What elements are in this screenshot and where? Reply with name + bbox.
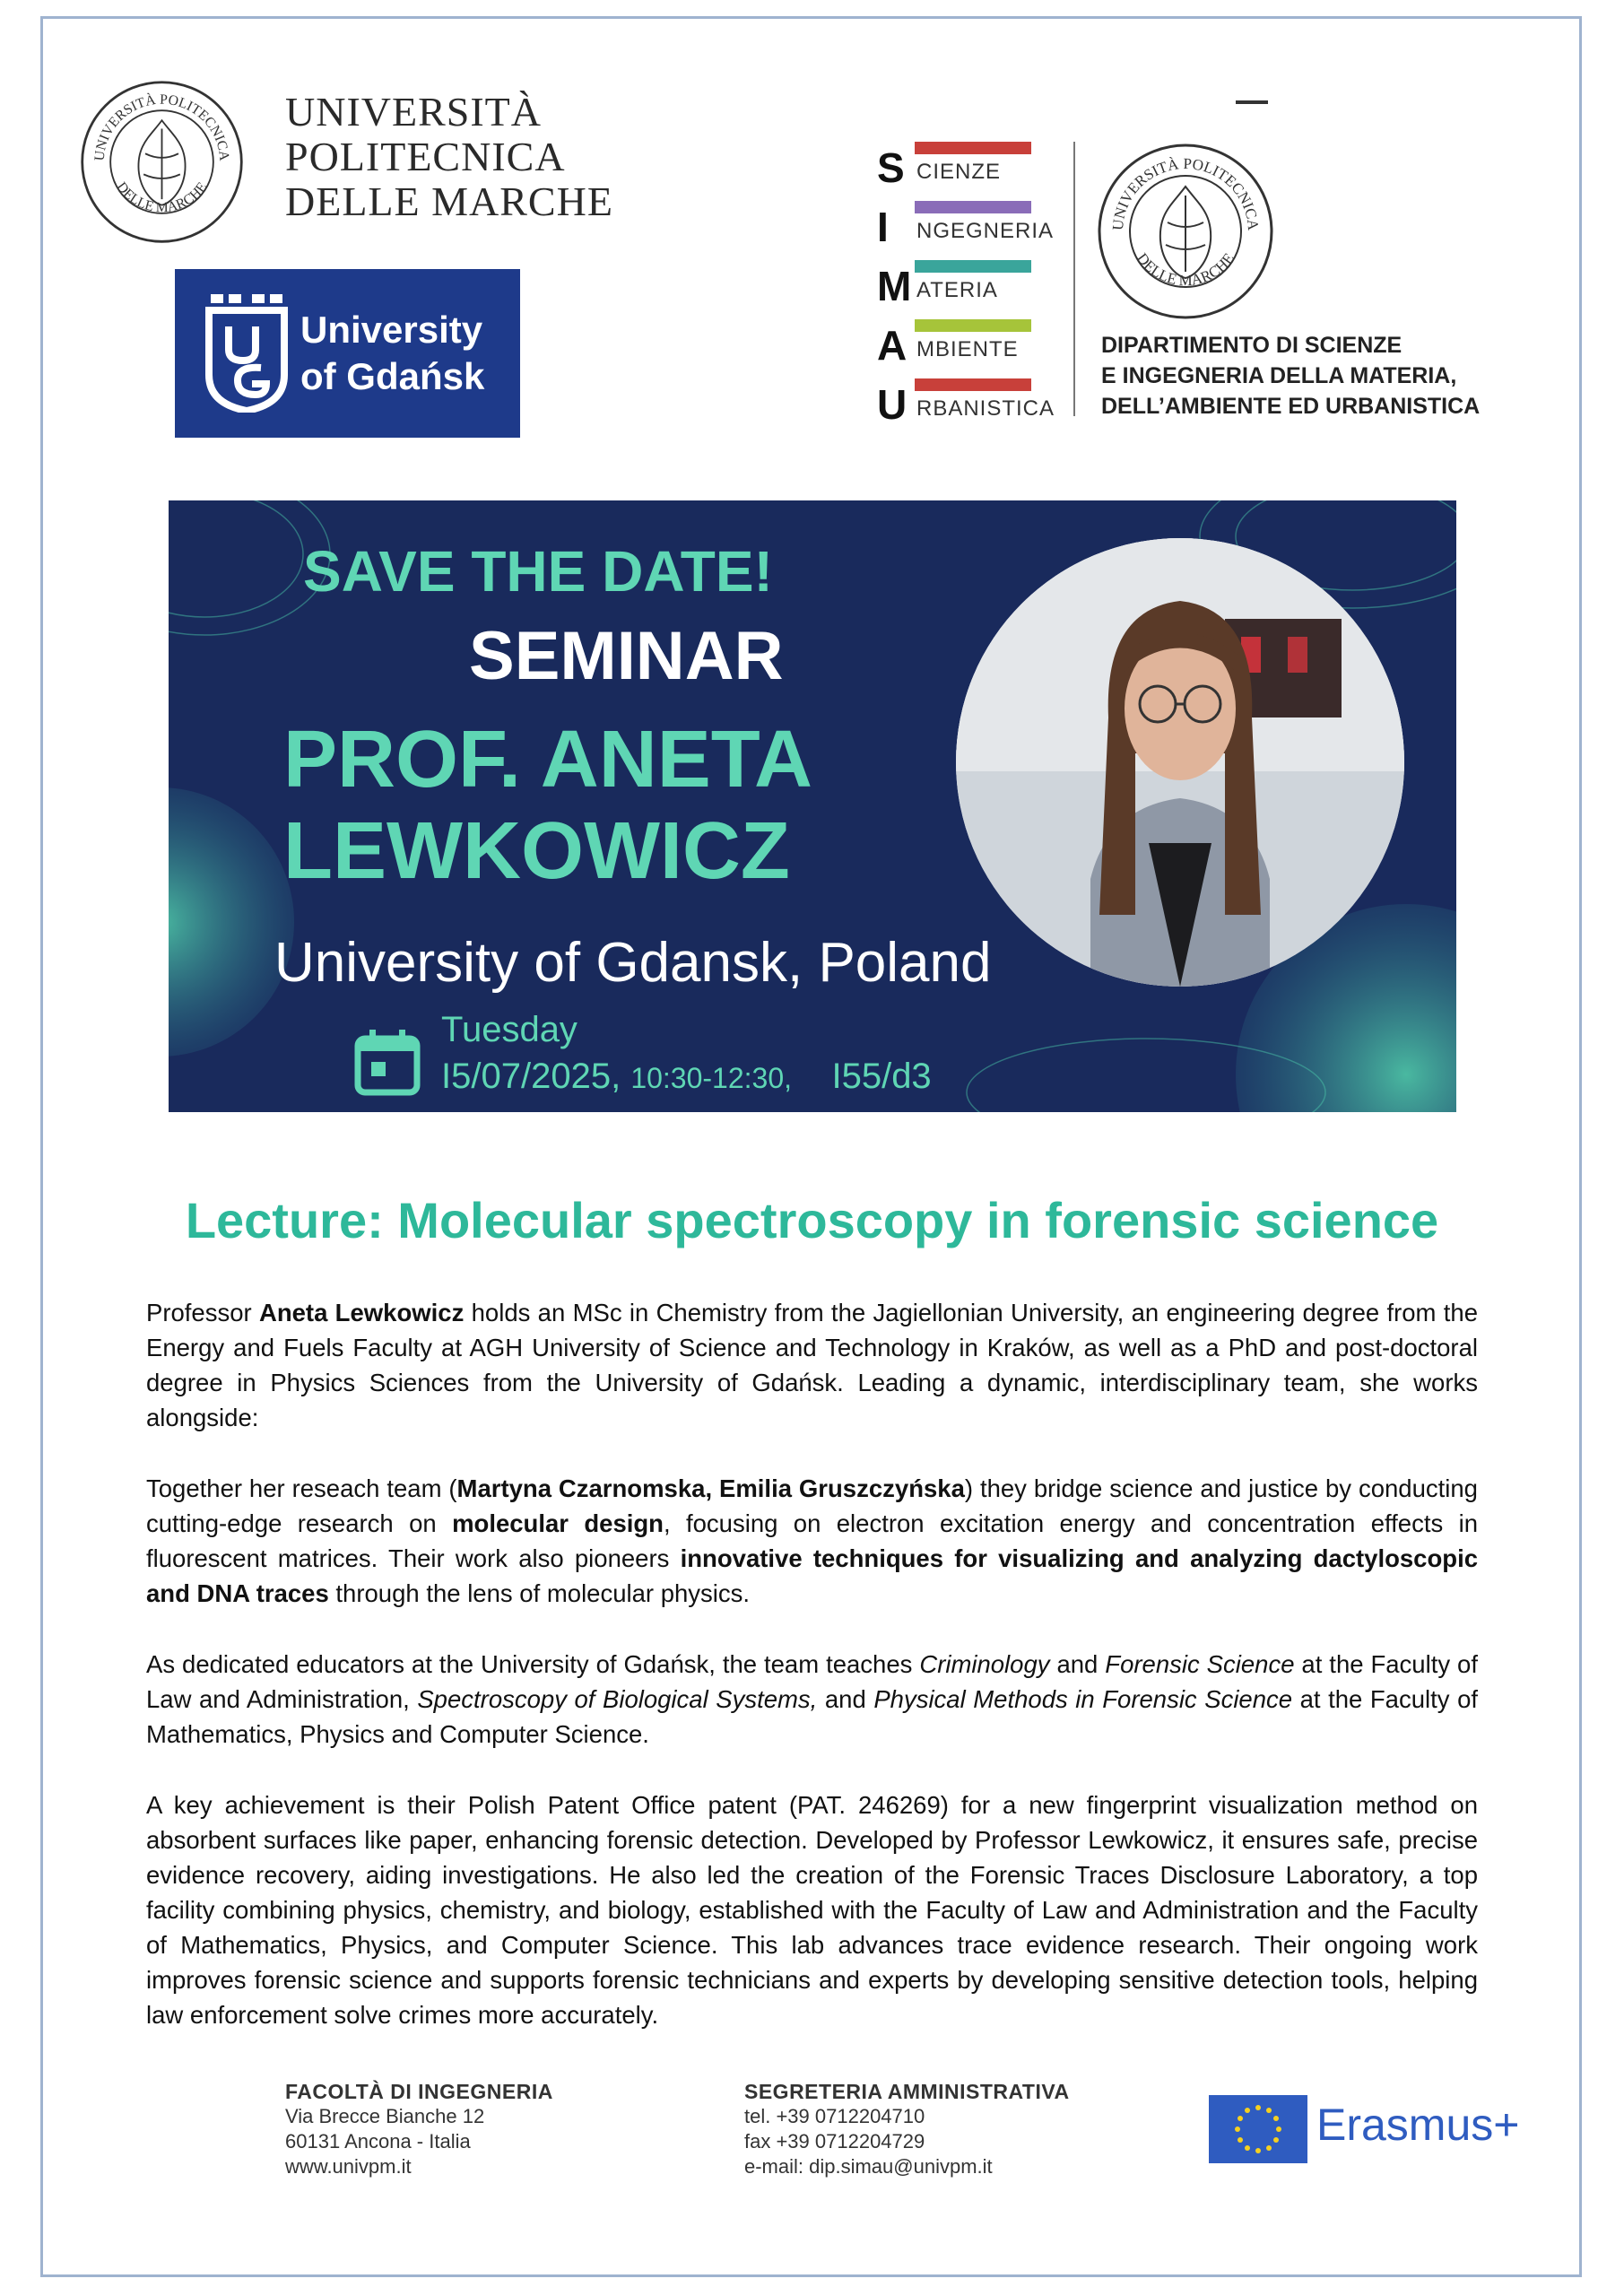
gdansk-logo-line2: of Gdańsk (300, 355, 485, 397)
footer-phone: tel. +39 0712204710 (744, 2105, 925, 2127)
event-time: 10:30-12:30, (630, 1062, 793, 1094)
simau-letter: U (877, 381, 908, 428)
gdansk-logo (175, 269, 520, 438)
univpm-seal-logo (79, 79, 245, 245)
gdansk-logo-line1: University (300, 309, 483, 351)
simau-color-bar (915, 142, 1031, 154)
p3-italic: Forensic Science (1105, 1650, 1295, 1678)
footer-address-line: Via Brecce Bianche 12 (285, 2105, 485, 2127)
bio-paragraph (146, 1295, 1478, 1435)
simau-dash (1236, 100, 1268, 104)
p3-italic: Spectroscopy of Biological Systems, (417, 1685, 818, 1713)
simau-row-a (877, 319, 1056, 369)
p2-bold: Martyna Czarnomska, Emilia Gruszczyńska (456, 1474, 965, 1502)
univpm-name-line: DELLE MARCHE (285, 178, 613, 224)
seal-bottom-text: DELLE MARCHE (1133, 249, 1238, 290)
univpm-name (285, 90, 613, 224)
p3-text: at the Faculty of Mathematics, Physics and Computer Science. (146, 1685, 1479, 1748)
p2-text: , focusing on electron excitation energy and concentration effects in fluorescent matrices. Their work also pioneers (146, 1509, 1479, 1572)
p3-italic: Criminology (919, 1650, 1050, 1678)
simau-color-bar (915, 260, 1031, 273)
calendar-icon (353, 1028, 421, 1096)
event-day: Tuesday (441, 1010, 578, 1049)
teaching-paragraph (146, 1647, 1478, 1752)
seminar-banner (169, 500, 1456, 1112)
p2-bold: molecular design (452, 1509, 664, 1537)
erasmus-logo-text: Erasmus+ (1316, 2100, 1520, 2150)
simau-row-s (877, 142, 1056, 191)
p2-text: through the lens of molecular physics. (328, 1579, 751, 1607)
p3-text: As dedicated educators at the University of Gdańsk, the team teaches (146, 1650, 920, 1678)
speaker-name-line1: PROF. ANETA (283, 715, 813, 804)
footer-secretariat-title: SEGRETERIA AMMINISTRATIVA (744, 2080, 1070, 2103)
footer-email-link[interactable]: e-mail: dip.simau@univpm.it (744, 2155, 993, 2178)
footer-faculty-title: FACOLTÀ DI INGEGNERIA (285, 2080, 553, 2103)
eu-flag-icon (1209, 2095, 1307, 2163)
department-line: DIPARTIMENTO DI SCIENZE (1101, 333, 1403, 358)
univpm-name-line: POLITECNICA (285, 134, 566, 179)
simau-word: RBANISTICA (916, 396, 1055, 421)
footer-secretariat (744, 2079, 1070, 2179)
simau-divider (1073, 142, 1075, 416)
p3-italic: Physical Methods in Forensic Science (873, 1685, 1293, 1713)
seal-top-text: UNIVERSITÀ POLITECNICA (1108, 154, 1263, 231)
simau-color-bar (915, 319, 1031, 332)
seal-bottom-text: DELLE MARCHE (113, 179, 211, 216)
simau-word: MBIENTE (916, 337, 1019, 361)
p3-text: and (1049, 1650, 1106, 1678)
department-line: DELL’AMBIENTE ED URBANISTICA (1101, 394, 1481, 419)
p1-bold: Aneta Lewkowicz (258, 1299, 465, 1326)
p1-text: holds an MSc in Chemistry from the Jagiellonian University, an engineering degree from the Energy and Fuels Faculty at AGH University of Science and Technology in Kraków, as well as a PhD and post-doctoral degree in Physics Sciences from the University of Gdańsk. Leading a dynamic, interdisciplinary team, she works alongside: (146, 1299, 1478, 1431)
save-the-date-heading: SAVE THE DATE! (303, 539, 773, 604)
speaker-name-line2: LEWKOWICZ (283, 806, 790, 896)
simau-row-i (877, 201, 1056, 248)
p2-text: ) they bridge science and justice by conducting cutting-edge research on (146, 1474, 1478, 1537)
event-room: I55/d3 (831, 1057, 932, 1096)
simau-letter: A (877, 322, 908, 369)
seminar-heading: SEMINAR (469, 618, 784, 694)
p1-text: Professor (146, 1299, 259, 1326)
speaker-photo (956, 538, 1404, 987)
simau-letter: S (877, 144, 905, 191)
p3-text: at the Faculty of Law and Administration, (146, 1650, 1478, 1713)
footer-fax: fax +39 0712204729 (744, 2130, 925, 2152)
patent-paragraph: A key achievement is their Polish Patent Office patent (PAT. 246269) for a new fingerprint visualization method on absorbent surfaces like paper, enhancing forensic detection. Developed by Professor Lewkowicz, it ensures safe, precise evidence recovery, aiding investigations. He also led the creation of the Forensic Traces Disclosure Laboratory, a top facility combining physics, chemistry, and biology, established with the Faculty of Law and Administration and the Faculty of Mathematics, Physics, and Computer Science. This lab advances trace evidence research. Their ongoing work improves forensic science and supports forensic technicians and experts by developing sensitive detection tools, helping law enforcement solve crimes more accurately. (146, 1791, 1478, 2029)
seal-top-text: UNIVERSITÀ POLITECNICA (91, 91, 232, 162)
simau-word: ATERIA (916, 278, 998, 302)
event-date: I5/07/2025, (441, 1057, 621, 1096)
simau-word: CIENZE (916, 160, 1002, 184)
simau-row-u (877, 378, 1056, 428)
team-paragraph (146, 1471, 1478, 1611)
simau-color-bar (915, 201, 1031, 213)
footer-website-link[interactable]: www.univpm.it (285, 2155, 412, 2178)
simau-letter: M (877, 263, 912, 309)
footer-faculty (285, 2079, 553, 2179)
simau-color-bar (915, 378, 1031, 391)
footer-address-line: 60131 Ancona - Italia (285, 2130, 471, 2152)
lecture-title: Lecture: Molecular spectroscopy in forensic science (185, 1192, 1439, 1248)
department-line: E INGEGNERIA DELLA MATERIA, (1101, 363, 1457, 388)
p2-text: Together her reseach team ( (146, 1474, 457, 1502)
simau-row-m (877, 260, 1056, 307)
dept-seal-logo (1096, 142, 1275, 321)
simau-word: NGEGNERIA (916, 219, 1055, 243)
simau-letter: I (877, 204, 889, 250)
univpm-name-line: UNIVERSITÀ (285, 89, 542, 135)
p2-bold: innovative techniques for visualizing and analyzing dactyloscopic and DNA traces (146, 1544, 1479, 1607)
p3-text: and (817, 1685, 874, 1713)
gdansk-emblem-icon (202, 294, 291, 413)
event-date-line (441, 1057, 932, 1097)
speaker-portrait-illustration (956, 538, 1404, 987)
department-name (1101, 330, 1480, 422)
speaker-affiliation: University of Gdansk, Poland (274, 932, 992, 994)
gdansk-logo-text (300, 307, 484, 400)
